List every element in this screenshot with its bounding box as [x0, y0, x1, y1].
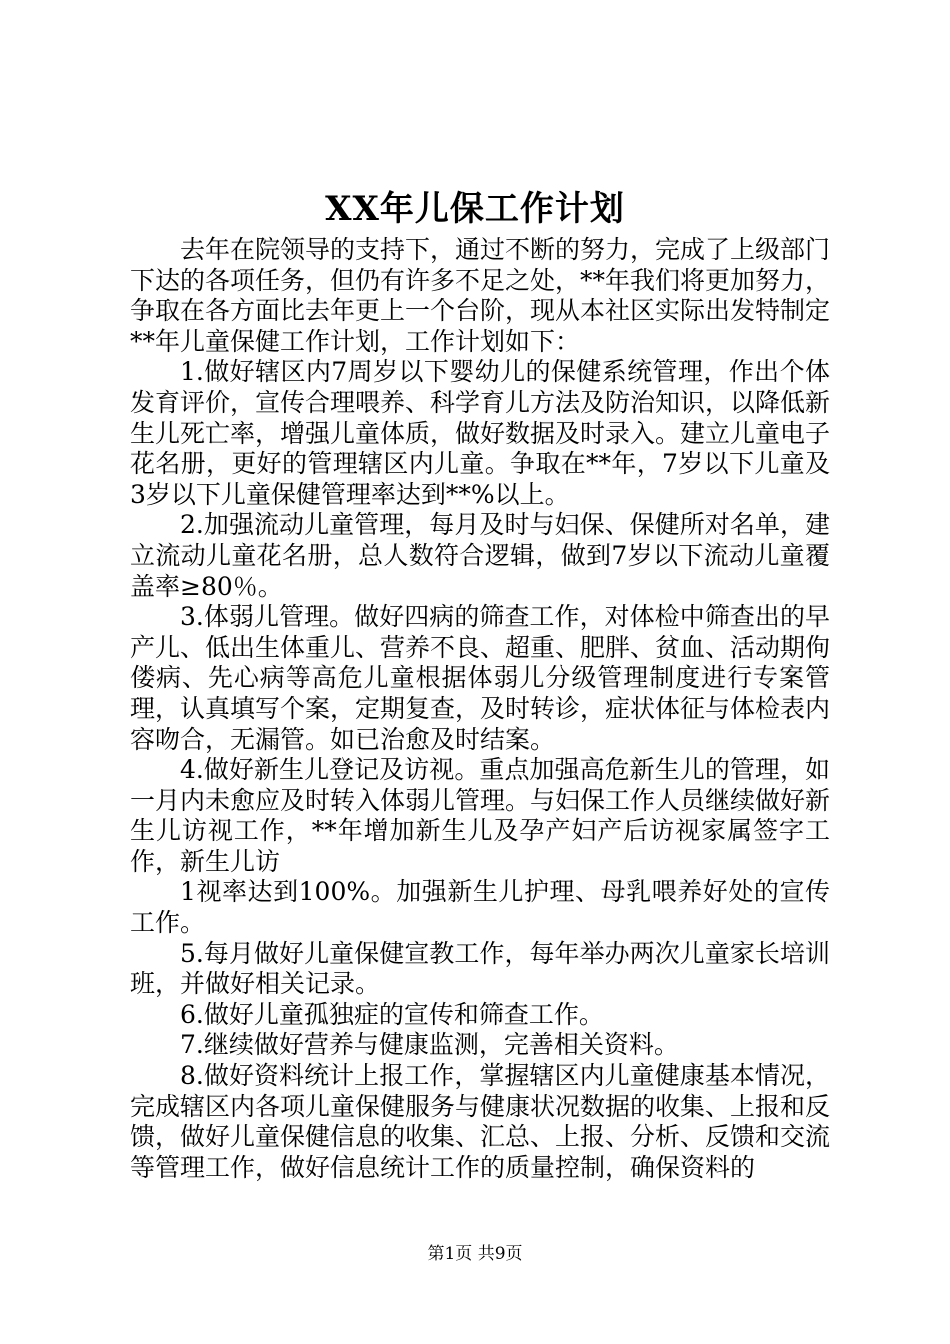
paragraph-item-1: 1.做好辖区内7周岁以下婴幼儿的保健系统管理，作出个体发育评价，宣传合理喂养、科学育儿方法及防治知识，以降低新生儿死亡率，增强儿童体质，做好数据及时录入。建立儿童电子花名册，更好的管理辖区内儿童。争取在**年，7岁以下儿童及3岁以下儿童保健管理率达到**%以上。: [130, 357, 831, 509]
paragraph-item-4-continued: 1视率达到100%。加强新生儿护理、母乳喂养好处的宣传工作。: [130, 877, 830, 938]
paragraph-item-3: 3.体弱儿管理。做好四病的筛查工作，对体检中筛查出的早产儿、低出生体重儿、营养不良、超重、肥胖、贫血、活动期佝偻病、先心病等高危儿童根据体弱儿分级管理制度进行专案管理，认真填写个案，定期复查，及时转诊，症状体征与体检表内容吻合，无漏管。如已治愈及时结案。: [130, 602, 831, 754]
paragraph-item-5: 5.每月做好儿童保健宣教工作，每年举办两次儿童家长培训班，并做好相关记录。: [130, 938, 830, 999]
document-title: XX年儿保工作计划: [325, 189, 625, 229]
paragraph-intro: 去年在院领导的支持下，通过不断的努力，完成了上级部门下达的各项任务，但仍有许多不足之处，**年我们将更加努力，争取在各方面比去年更上一个台阶，现从本社区实际出发特制定**年儿童保健工作计划，工作计划如下：: [130, 235, 831, 356]
paragraph-item-6: 6.做好儿童孤独症的宣传和筛查工作。: [180, 999, 604, 1029]
paragraph-item-2: 2.加强流动儿童管理，每月及时与妇保、保健所对名单，建立流动儿童花名册，总人数符合逻辑，做到7岁以下流动儿童覆盖率≥80％。: [130, 510, 830, 601]
paragraph-item-8: 8.做好资料统计上报工作，掌握辖区内儿童健康基本情况，完成辖区内各项儿童保健服务与健康状况数据的收集、上报和反馈，做好儿童保健信息的收集、汇总、上报、分析、反馈和交流等管理工作，做好信息统计工作的质量控制，确保资料的: [130, 1061, 831, 1182]
paragraph-item-7: 7.继续做好营养与健康监测，完善相关资料。: [180, 1030, 679, 1060]
page-footer: 第1页 共9页: [427, 1244, 523, 1264]
document-body: [130, 235, 830, 1183]
paragraph-item-4: 4.做好新生儿登记及访视。重点加强高危新生儿的管理，如一月内未愈应及时转入体弱儿管理。与妇保工作人员继续做好新生儿访视工作，**年增加新生儿及孕产妇产后访视家属签字工作，新生儿访: [130, 755, 831, 876]
